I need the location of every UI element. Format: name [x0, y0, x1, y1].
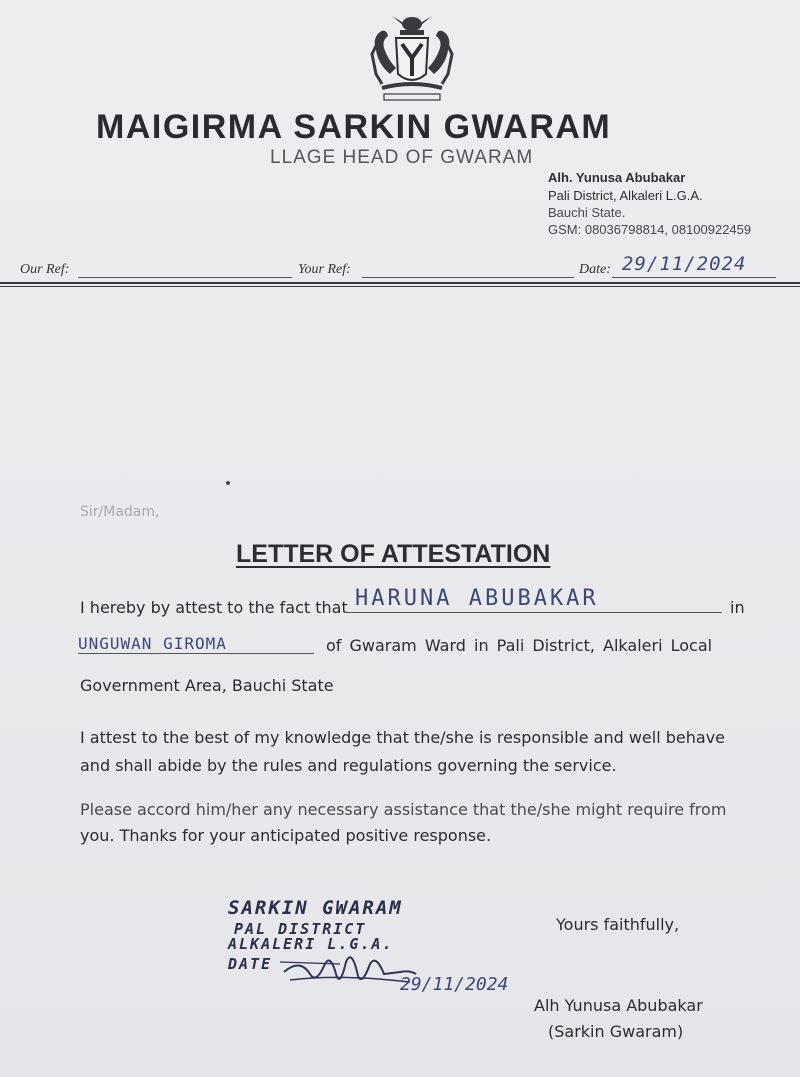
address-line-2: Bauchi State.: [548, 205, 626, 220]
person-name-handwritten: HARUNA ABUBAKAR: [355, 586, 599, 611]
signatory-name: Alh Yunusa Abubakar: [534, 996, 703, 1015]
paragraph-1-lead: I hereby by attest to the fact that: [80, 598, 348, 617]
paragraph-2-line-2: and shall abide by the rules and regulations governing the service.: [80, 756, 617, 775]
ink-dot: [226, 481, 230, 485]
paragraph-1-line-3: Government Area, Bauchi State: [80, 676, 334, 695]
address-name: Alh. Yunusa Abubakar: [548, 170, 686, 185]
letter-heading: LETTER OF ATTESTATION: [236, 540, 551, 568]
header-rule: [0, 282, 800, 284]
your-ref-line: [362, 277, 574, 278]
valediction: Yours faithfully,: [556, 915, 680, 934]
header-rule-thin: [0, 286, 800, 287]
date-line: [612, 277, 776, 278]
stamp-line-3: ALKALERI L.G.A.: [228, 935, 394, 953]
place-name-line: [78, 653, 314, 654]
address-line-1: Pali District, Alkaleri L.G.A.: [548, 188, 703, 203]
letterhead-subtitle: LLAGE HEAD OF GWARAM: [270, 147, 534, 168]
stamp-line-1: SARKIN GWARAM: [228, 897, 403, 919]
stamp-date-label: DATE: [228, 955, 273, 973]
letterhead-title: MAIGIRMA SARKIN GWARAM: [96, 108, 612, 146]
salutation: Sir/Madam,: [80, 504, 160, 520]
paragraph-3-line-1: Please accord him/her any necessary assistance that the/she might require from: [80, 800, 727, 819]
stamp-date-handwritten: 29/11/2024: [400, 974, 509, 995]
stamp-line-2: PAL DISTRICT: [234, 920, 367, 938]
date-handwritten: 29/11/2024: [622, 253, 747, 275]
your-ref-label: Your Ref:: [298, 262, 351, 277]
signature-scribble: [280, 944, 420, 994]
our-ref-line: [78, 277, 292, 278]
person-name-line: [344, 612, 722, 613]
paragraph-1-rest: of Gwaram Ward in Pali District, Alkaleri Local: [326, 636, 713, 655]
signatory-title: (Sarkin Gwaram): [548, 1022, 684, 1041]
place-name-handwritten: UNGUWAN GIROMA: [78, 634, 227, 653]
date-label: Date:: [579, 262, 611, 277]
coat-of-arms-icon: [352, 14, 472, 104]
paragraph-1-in: in: [730, 598, 745, 617]
paragraph-3-line-2: you. Thanks for your anticipated positive response.: [80, 826, 492, 845]
address-gsm: GSM: 08036798814, 08100922459: [548, 222, 752, 237]
our-ref-label: Our Ref:: [20, 262, 70, 277]
paragraph-2-line-1: I attest to the best of my knowledge that the/she is responsible and well behave: [80, 728, 725, 747]
